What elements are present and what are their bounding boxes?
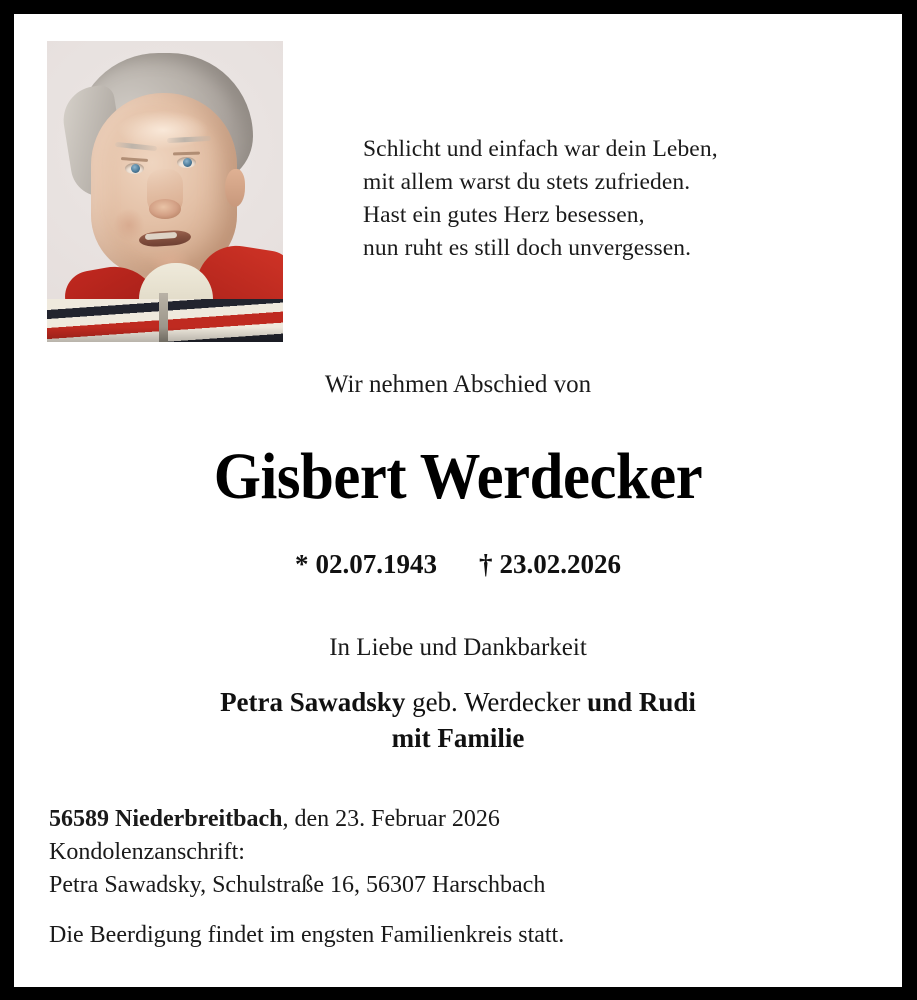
details-block [49, 803, 809, 902]
mourners-line-1 [14, 684, 902, 720]
condolence-label: Kondolenzanschrift: [49, 839, 245, 865]
portrait-photo [47, 41, 283, 342]
photo-ear [225, 169, 245, 207]
condolence-address: Petra Sawadsky, Schulstraße 16, 56307 Harschbach [49, 872, 546, 898]
verse-line-4: nun ruht es still doch unvergessen. [363, 235, 692, 261]
memorial-verse [363, 133, 883, 265]
notice-sheet [14, 14, 902, 987]
verse-line-2: mit allem warst du stets zufrieden. [363, 169, 691, 195]
birth-symbol-icon: * [295, 549, 309, 579]
notice-date: , den 23. Februar 2026 [282, 806, 500, 832]
photo-bottom-shadow [47, 327, 283, 342]
mourner-partner-name: und Rudi [587, 687, 696, 717]
photo-iris-left [131, 164, 140, 173]
deceased-name: Gisbert Werdecker [213, 440, 703, 513]
photo-iris-right [183, 158, 192, 167]
verse-line-3: Hast ein gutes Herz besessen, [363, 202, 645, 228]
verse-line-1: Schlicht und einfach war dein Leben, [363, 136, 718, 162]
photo-nose-tip [149, 199, 181, 219]
mourner-primary-name: Petra Sawadsky [220, 687, 406, 717]
life-dates [14, 549, 902, 580]
death-date: 23.02.2026 [499, 549, 621, 579]
place-name: 56589 Niederbreitbach [49, 806, 283, 832]
place-and-date-line [49, 803, 809, 836]
funeral-note: Die Beerdigung findet im engsten Familienkreis statt. [49, 922, 565, 948]
mourner-maiden-name: geb. Werdecker [405, 687, 588, 717]
farewell-text: Wir nehmen Abschied von [324, 371, 592, 398]
gratitude-text: In Liebe und Dankbarkeit [329, 634, 587, 661]
mourners-line-2: mit Familie [391, 723, 525, 753]
cross-symbol-icon: † [479, 549, 493, 579]
birth-date: 02.07.1943 [315, 549, 437, 579]
mourners-block [14, 684, 902, 756]
